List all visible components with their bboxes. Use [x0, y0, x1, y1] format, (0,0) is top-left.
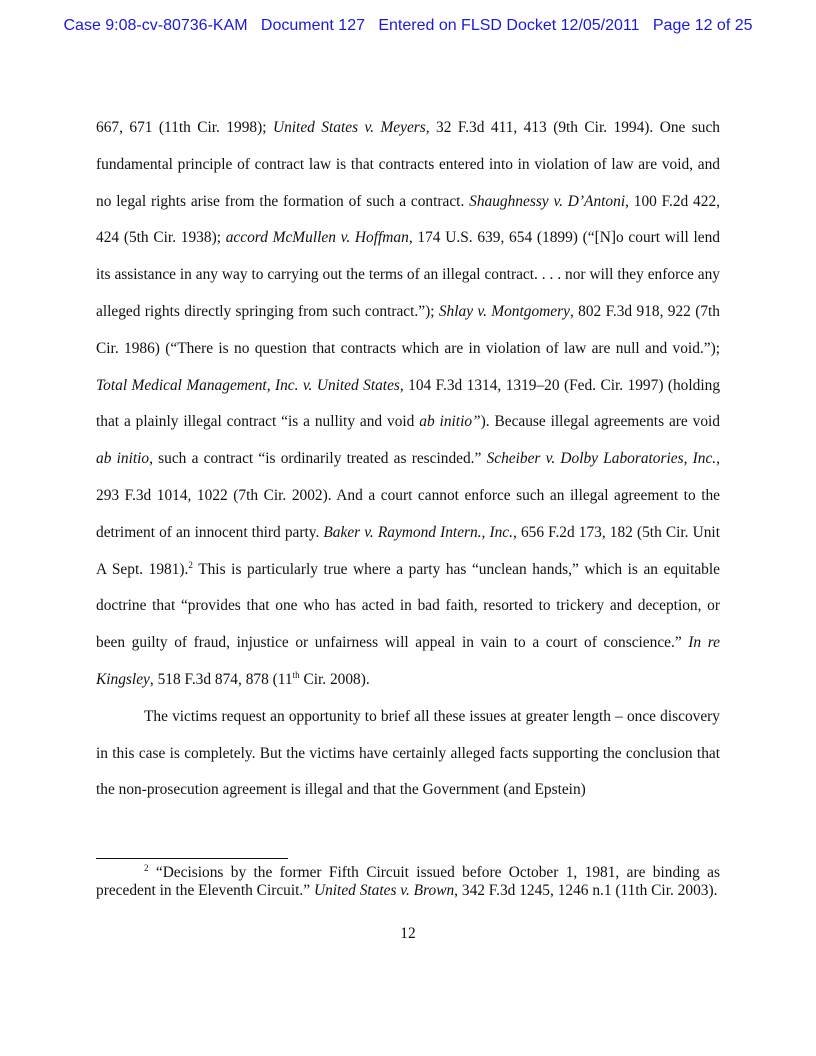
- footnote: [96, 864, 720, 900]
- footnote-number: 2: [144, 863, 149, 873]
- text-run: 667, 671 (11th Cir. 1998);: [96, 119, 273, 136]
- text-run: , 293 F.3d 1014, 1022 (7th Cir. 2002). And a court cannot enforce such an illegal agreement to the detriment of an innocent third party.: [96, 450, 721, 541]
- case-citation: accord McMullen v. Hoffman: [225, 229, 409, 247]
- footnote-reference: 2: [188, 559, 193, 570]
- paragraph-2: The victims request an opportunity to brief all these issues at greater length – once discovery in this case is completely. But the victims have certainly alleged facts supporting the conclusion that the non-prosecution agreement is illegal and that the Government (and Epstein): [96, 707, 720, 799]
- text-run: This is particularly true where a party has “unclean hands,” which is an equitable doctrine that “provides that one who has acted in bad faith, resorted to trickery and deception, or been guilty of fraud, injustice or unfairness will appeal in vain to a court of conscience.”: [96, 560, 720, 652]
- text-run: , 104 F.3d 1314, 1319–20 (Fed. Cir. 1997) (holding that a plainly illegal contract “is a nullity and void: [96, 376, 721, 431]
- case-citation: Baker v. Raymond Intern., Inc.: [323, 523, 513, 541]
- latin-term: ab initio”: [419, 413, 481, 431]
- case-citation: United States v. Brown: [313, 882, 455, 899]
- ordinal-suffix: th: [292, 669, 300, 680]
- case-citation: Scheiber v. Dolby Laboratories, Inc.: [486, 450, 717, 468]
- text-run: “Decisions by the former Fifth Circuit issued before October 1, 1981, are binding as precedent in the Eleventh Circuit.”: [96, 864, 720, 899]
- case-citation: In re Kingsley: [96, 634, 720, 688]
- text-run: , 32 F.3d 411, 413 (9th Cir. 1994). One such fundamental principle of contract law is that contracts entered into in violation of law are void, and no legal rights arise from the formation of such a contract.: [96, 119, 720, 210]
- latin-term: ab initio: [96, 450, 150, 468]
- text-run: , 100 F.2d 422, 424 (5th Cir. 1938);: [96, 192, 720, 247]
- text-run: , 342 F.3d 1245, 1246 n.1 (11th Cir. 2003).: [454, 882, 718, 899]
- case-citation: Total Medical Management, Inc. v. United States: [96, 376, 400, 394]
- text-run: , 518 F.3d 874, 878 (11: [149, 670, 293, 688]
- paragraph-1: [96, 110, 720, 699]
- text-run: ). Because illegal agreements are void: [480, 413, 720, 431]
- document-number: Document 127: [260, 17, 365, 34]
- page-number: 12: [400, 925, 416, 942]
- body-text: [96, 110, 720, 809]
- text-run: , such a contract “is ordinarily treated as rescinded.”: [149, 450, 487, 468]
- page-count: Page 12 of 25: [652, 17, 753, 34]
- docket-entry: Entered on FLSD Docket 12/05/2011: [378, 17, 640, 34]
- case-citation: United States v. Meyers: [272, 119, 426, 136]
- footnote-divider: [96, 858, 288, 859]
- text-run: Cir. 2008).: [299, 670, 370, 688]
- text-run: , 656 F.2d 173, 182 (5th Cir. Unit A Sept. 1981).: [96, 523, 720, 578]
- case-citation: Shaughnessy v. D’Antoni: [469, 192, 626, 210]
- case-number: Case 9:08-cv-80736-KAM: [63, 17, 248, 34]
- text-run: , 174 U.S. 639, 654 (1899) (“[N]o court will lend its assistance in any way to carrying out the terms of an illegal contract. . . . nor will they enforce any alleged rights directly springing from such contract.”);: [96, 229, 720, 320]
- case-citation: Shlay v. Montgomery: [438, 302, 570, 320]
- text-run: , 802 F.3d 918, 922 (7th Cir. 1986) (“There is no question that contracts which are in violation of law are null and void.”);: [96, 302, 720, 357]
- docket-header: [0, 17, 816, 35]
